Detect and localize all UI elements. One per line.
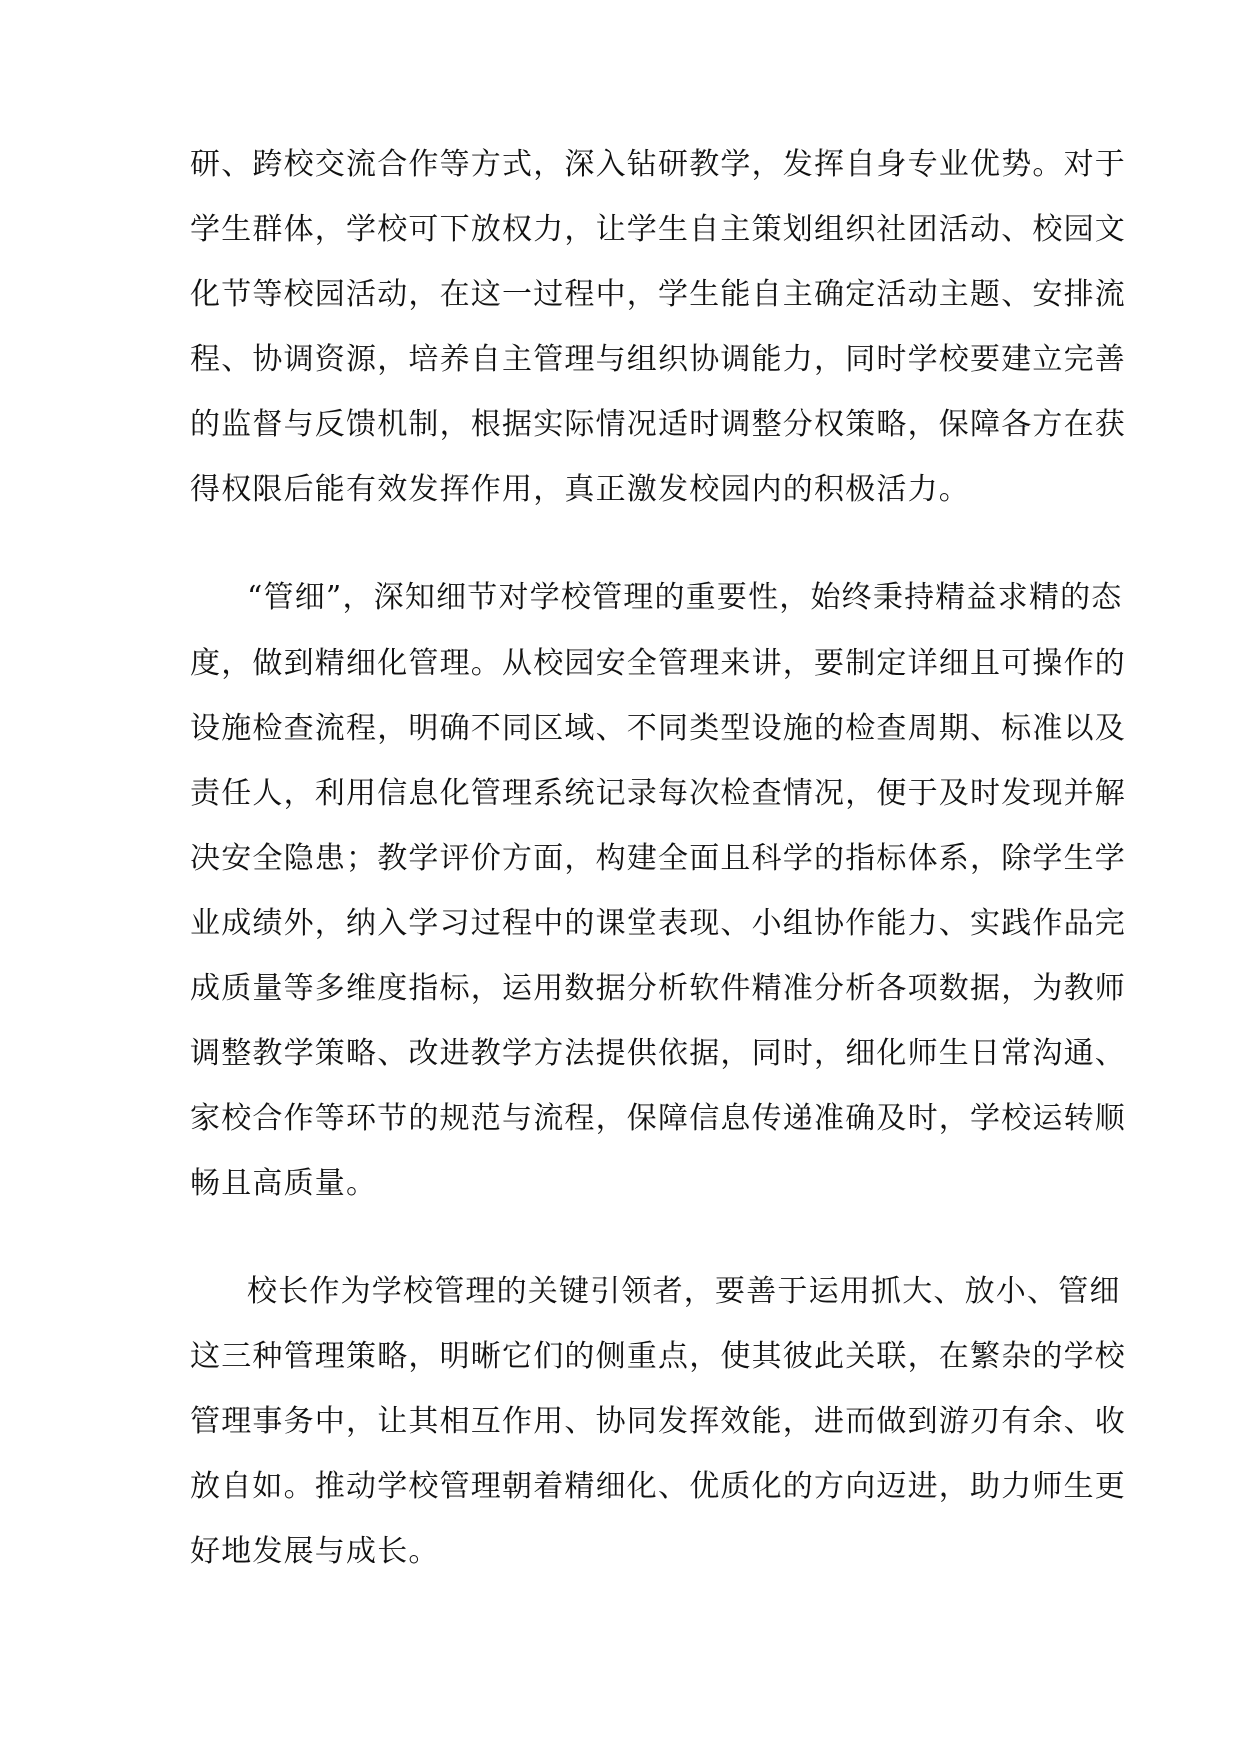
paragraph-line: 得权限后能有效发挥作用，真正激发校园内的积极活力。 [190,472,970,507]
paragraph-line: 校长作为学校管理的关键引领者，要善于运用抓大、放小、管细 [247,1274,1121,1309]
paragraph-line: 畅且高质量。 [190,1166,378,1201]
paragraph-line: 责任人，利用信息化管理系统记录每次检查情况，便于及时发现并解 [190,776,1126,811]
paragraph-line: 这三种管理策略，明晰它们的侧重点，使其彼此关联，在繁杂的学校 [190,1339,1126,1374]
paragraph-line: 好地发展与成长。 [190,1534,440,1569]
paragraph-line: 调整教学策略、改进教学方法提供依据，同时，细化师生日常沟通、 [190,1036,1126,1071]
paragraph-line: 业成绩外，纳入学习过程中的课堂表现、小组协作能力、实践作品完 [190,906,1126,941]
paragraph-line: 化节等校园活动，在这一过程中，学生能自主确定活动主题、安排流 [190,277,1126,312]
paragraph-line: 家校合作等环节的规范与流程，保障信息传递准确及时，学校运转顺 [190,1101,1126,1136]
paragraph-line: 成质量等多维度指标，运用数据分析软件精准分析各项数据，为教师 [190,971,1126,1006]
paragraph-line: 程、协调资源，培养自主管理与组织协调能力，同时学校要建立完善 [190,342,1126,377]
paragraph-line: 研、跨校交流合作等方式，深入钻研教学，发挥自身专业优势。对于 [190,147,1126,182]
paragraph-line: 度，做到精细化管理。从校园安全管理来讲，要制定详细且可操作的 [190,646,1126,681]
paragraph-line: 学生群体，学校可下放权力，让学生自主策划组织社团活动、校园文 [190,212,1126,247]
paragraph-line: 决安全隐患；教学评价方面，构建全面且科学的指标体系，除学生学 [190,841,1126,876]
paragraph-line: “管细”，深知细节对学校管理的重要性，始终秉持精益求精的态 [247,580,1123,615]
paragraph-line: 管理事务中，让其相互作用、协同发挥效能，进而做到游刃有余、收 [190,1404,1126,1439]
paragraph-line: 放自如。推动学校管理朝着精细化、优质化的方向迈进，助力师生更 [190,1469,1126,1504]
paragraph-line: 设施检查流程，明确不同区域、不同类型设施的检查周期、标准以及 [190,711,1126,746]
paragraph-line: 的监督与反馈机制，根据实际情况适时调整分权策略，保障各方在获 [190,407,1126,442]
